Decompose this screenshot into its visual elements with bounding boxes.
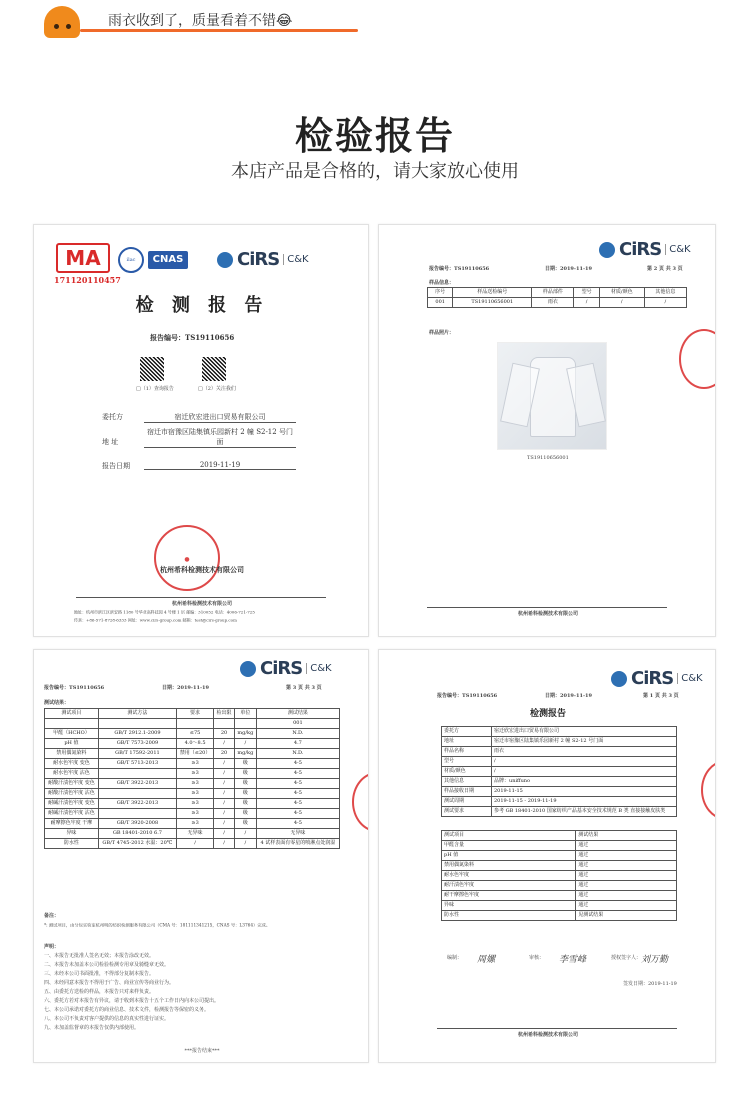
table-cell: / — [599, 298, 644, 308]
info-value: 2019-11-15 - 2019-11-19 — [492, 797, 677, 807]
summary-title: 检测报告 — [529, 709, 566, 719]
table-cell: / — [574, 298, 599, 308]
table-row — [45, 769, 340, 779]
table-cell: ≥3 — [177, 809, 214, 819]
table-cell: 4-5 — [256, 779, 339, 789]
table-cell: 见测试结果 — [576, 911, 677, 921]
declaration-item: 二、本报告未加盖本公司检验检测专用章及骑缝章无效。 — [44, 962, 170, 968]
table-cell: 甲醛含量 — [442, 841, 576, 851]
table-cell: 雨衣 — [532, 298, 574, 308]
table-cell: GB/T 2912.1-2009 — [98, 729, 176, 739]
inspection-stamp: ● — [154, 525, 220, 591]
table-row — [45, 729, 340, 739]
summary-results-table — [441, 830, 677, 921]
table-cell: 通过 — [576, 861, 677, 871]
report-no: 报告编号：TS19110656 — [437, 693, 498, 699]
table-cell: 通过 — [576, 901, 677, 911]
table-header-cell: 其他信息 — [644, 288, 686, 298]
table-cell: 通过 — [576, 871, 677, 881]
table-cell: 级 — [234, 809, 256, 819]
table-cell: GB/T 3922-2013 — [98, 779, 176, 789]
table-row — [442, 861, 677, 871]
footer-org: 杭州希科检测技术有限公司 — [171, 601, 232, 607]
date-value: 2019-11-19 — [144, 461, 296, 470]
table-row — [442, 891, 677, 901]
client-label: 委托方 — [102, 413, 123, 421]
table-cell: 4 试样表面有零星的喷淋点处润湿 — [256, 839, 339, 849]
report-no: 报告编号：TS19110656 — [429, 266, 490, 272]
cover-title: 检 测 报 告 — [135, 295, 269, 316]
info-label: 样品名称 — [442, 747, 492, 757]
table-row — [442, 881, 677, 891]
info-row — [442, 807, 677, 817]
declaration-item: 五、由委托方送检的样品，本报告只对来样负责。 — [44, 989, 155, 995]
footer-divider — [76, 597, 326, 598]
declaration-item: 四、未经同意本报告不得用于广告、商业宣传等商业行为。 — [44, 980, 175, 986]
cover-org: 杭州希科检测技术有限公司 — [160, 565, 244, 574]
table-cell: ≥3 — [177, 789, 214, 799]
sign-date: 签发日期：2019-11-19 — [623, 981, 677, 987]
report-end: ***报告结束*** — [184, 1048, 220, 1054]
footer-address: 地址：杭州市滨江区滨安路 1180 号华业高科技园 4 号楼 1 层 邮编：310052 电话：4006-721-725 — [74, 610, 255, 616]
cirs-logo: CiRS C&K — [217, 249, 309, 270]
sample-info-label: 样品信息： — [429, 280, 455, 286]
info-value: 2019-11-15 — [492, 787, 677, 797]
table-cell: 级 — [234, 779, 256, 789]
table-cell: / — [234, 839, 256, 849]
report-date: 日期：2019-11-19 — [545, 266, 592, 272]
info-row — [442, 757, 677, 767]
table-cell: 甲醛（HCHO） — [45, 729, 99, 739]
table-cell: 防水性 — [45, 839, 99, 849]
declaration-item: 三、未经本公司书面批准，不得部分复制本报告。 — [44, 971, 155, 977]
table-cell: 通过 — [576, 841, 677, 851]
info-label: 其他信息 — [442, 777, 492, 787]
photo-caption: TS19110656001 — [527, 455, 569, 461]
table-cell: / — [214, 819, 235, 829]
table-cell: GB/T 4745-2012 水温：20℃ — [98, 839, 176, 849]
table-cell: ≥3 — [177, 819, 214, 829]
table-row — [45, 819, 340, 829]
table-cell: 无异味 — [256, 829, 339, 839]
sample-table — [427, 287, 687, 308]
qr-label-follow: □（2）关注我们 — [198, 386, 236, 392]
table-cell: 耐水色牢度 — [442, 871, 576, 881]
table-cell: GB/T 3920-2008 — [98, 819, 176, 829]
info-row — [442, 727, 677, 737]
table-cell: 耐摩擦色牢度 干摩 — [45, 819, 99, 829]
page-number: 第 2 页 共 3 页 — [647, 266, 683, 272]
table-cell: 级 — [234, 819, 256, 829]
table-cell: 4.7 — [256, 739, 339, 749]
page-number: 第 1 页 共 3 页 — [643, 693, 679, 699]
table-cell: / — [214, 779, 235, 789]
table-cell: ≥3 — [177, 779, 214, 789]
qr-label-query: □（1）查询报告 — [136, 386, 174, 392]
table-header-cell: 型号 — [574, 288, 599, 298]
table-cell: / — [177, 839, 214, 849]
table-header-cell: 测试项目 — [45, 709, 99, 719]
table-cell: 通过 — [576, 881, 677, 891]
page-number: 第 3 页 共 3 页 — [286, 685, 322, 691]
table-cell: / — [644, 298, 686, 308]
report-page-3[interactable] — [33, 649, 369, 1063]
table-header-cell: 测试方法 — [98, 709, 176, 719]
table-cell: 20 — [214, 729, 235, 739]
table-row — [45, 809, 340, 819]
table-cell: 4-5 — [256, 769, 339, 779]
table-cell: mg/kg — [234, 729, 256, 739]
table-header-cell: 检出限 — [214, 709, 235, 719]
table-cell: GB/T 7573-2009 — [98, 739, 176, 749]
declaration-item: 七、本公司承诺对委托方的商业信息、技术文件，检测报告等保密的义务。 — [44, 1007, 210, 1013]
info-value: 宿迁欣宏进出口贸易有限公司 — [492, 727, 677, 737]
address-label: 地 址 — [102, 438, 119, 446]
table-row — [45, 829, 340, 839]
table-row — [45, 759, 340, 769]
table-cell: / — [214, 759, 235, 769]
table-row — [442, 871, 677, 881]
table-cell: 耐碱汗渍色牢度 变色 — [45, 799, 99, 809]
cirs-logo: CiRS C&K — [611, 668, 703, 689]
declaration-item: 八、本公司不负责对客户提供的信息的真实性进行证实。 — [44, 1016, 170, 1022]
info-value: 雨衣 — [492, 747, 677, 757]
info-row — [442, 767, 677, 777]
sample-photo — [497, 342, 607, 450]
table-row — [45, 789, 340, 799]
table-cell: N.D. — [256, 729, 339, 739]
table-row — [45, 839, 340, 849]
info-label: 地址 — [442, 737, 492, 747]
seam-stamp — [701, 760, 716, 820]
table-header-row — [45, 709, 340, 719]
report-no: TS19110656 — [185, 333, 235, 342]
table-cell: 20 — [214, 749, 235, 759]
info-row — [442, 797, 677, 807]
signature-name: 周嫘 — [477, 955, 496, 965]
info-label: 材质/颜色 — [442, 767, 492, 777]
address-value: 宿迁市宿豫区陆集镇乐园新村 2 幢 S2-12 号门面 — [144, 427, 296, 448]
ilac-logo: ilac — [118, 247, 144, 273]
footer-divider — [427, 607, 667, 608]
table-cell: / — [234, 739, 256, 749]
report-page-2[interactable] — [378, 224, 716, 637]
footer-org: 杭州希科检测技术有限公司 — [517, 1032, 578, 1038]
page-subtitle: 本店产品是合格的，请大家放心使用 — [231, 161, 519, 182]
info-row — [442, 787, 677, 797]
review-bar — [0, 0, 750, 40]
seam-stamp — [352, 772, 369, 832]
table-cell: 级 — [234, 759, 256, 769]
info-table — [441, 726, 677, 817]
signature-name: 刘万勤 — [641, 955, 669, 965]
info-value: 宿迁市宿豫区陆集镇乐园新村 2 幢 S2-12 号门面 — [492, 737, 677, 747]
table-cell: 级 — [234, 799, 256, 809]
info-label: 测试周期 — [442, 797, 492, 807]
table-cell — [214, 719, 235, 729]
table-cell: 异味 — [442, 901, 576, 911]
declaration-item: 九、未加盖监督章的本报告仅供内部使用。 — [44, 1025, 140, 1031]
info-value: / — [492, 767, 677, 777]
table-cell: 无异味 — [177, 829, 214, 839]
table-header-row — [442, 831, 677, 841]
seam-stamp — [679, 329, 716, 389]
cirs-logo: CiRS C&K — [599, 239, 691, 260]
table-cell: 耐汗渍色牢度 — [442, 881, 576, 891]
table-row — [442, 841, 677, 851]
report-page-cover[interactable] — [33, 224, 369, 637]
table-cell: 4-5 — [256, 809, 339, 819]
table-cell: 4-5 — [256, 789, 339, 799]
table-cell: 4-5 — [256, 799, 339, 809]
table-cell — [98, 719, 176, 729]
table-cell: / — [214, 769, 235, 779]
info-label: 测试要求 — [442, 807, 492, 817]
report-date: 日期：2019-11-19 — [545, 693, 592, 699]
table-cell: ≥3 — [177, 759, 214, 769]
info-value: 品牌：uniffuno — [492, 777, 677, 787]
report-date: 日期：2019-11-19 — [162, 685, 209, 691]
table-header-cell: 样品送检编号 — [453, 288, 532, 298]
table-cell — [98, 789, 176, 799]
note-text: *: 测试项目，由分包实验室杭州明的纺织检测服务有限公司（CMA 号：181111341215，CNAS 号：L3764）完成。 — [44, 922, 271, 928]
declaration-item: 一、本报告无批准人签名无效；本报告涂改无效。 — [44, 953, 155, 959]
table-cell — [234, 719, 256, 729]
table-cell: 耐水色牢度 沾色 — [45, 769, 99, 779]
cirs-logo: CiRS C&K — [240, 658, 332, 679]
info-label: 样品接收日期 — [442, 787, 492, 797]
info-row — [442, 737, 677, 747]
table-cell: 级 — [234, 769, 256, 779]
sample-no-cell: 001 — [256, 719, 339, 729]
table-header-cell: 测试项目 — [442, 831, 576, 841]
footer-contact: 传真：+86-571-8728-6333 网址：www.cirs-group.com 邮箱：test@cirs-group.com — [74, 618, 237, 624]
table-cell: mg/kg — [234, 749, 256, 759]
table-cell — [45, 719, 99, 729]
review-caption: 雨衣收到了，质量看着不错😂 — [108, 13, 293, 29]
table-row — [45, 799, 340, 809]
table-cell — [177, 719, 214, 729]
table-header-cell: 测试结果 — [256, 709, 339, 719]
cma-code: 171120110457 — [54, 275, 121, 285]
table-cell — [98, 809, 176, 819]
signature-label: 编制： — [447, 955, 463, 961]
table-cell: / — [214, 789, 235, 799]
info-row — [442, 747, 677, 757]
declaration-item: 六、委托方若对本报告有异议，请于收到本报告十五个工作日内向本公司提出。 — [44, 998, 220, 1004]
table-cell: 耐酸汗渍色牢度 变色 — [45, 779, 99, 789]
table-header-cell: 样品部件 — [532, 288, 574, 298]
qr-code-query[interactable] — [140, 357, 164, 381]
table-cell: 级 — [234, 789, 256, 799]
report-page-1-summary[interactable] — [378, 649, 716, 1063]
table-cell: GB/T 5713-2013 — [98, 759, 176, 769]
signature-label: 授权签字人： — [611, 955, 642, 961]
qr-code-follow[interactable] — [202, 357, 226, 381]
table-cell: 禁用偶氮染料 — [45, 749, 99, 759]
table-cell: TS19110656001 — [453, 298, 532, 308]
table-row — [442, 911, 677, 921]
table-cell: 4.0～8.5 — [177, 739, 214, 749]
table-header-cell: 要求 — [177, 709, 214, 719]
table-cell: / — [214, 839, 235, 849]
info-value: 参考 GB 18401-2010 国家纺织产品基本安全技术规范 B 类 直接接触皮肤类 — [492, 807, 677, 817]
table-cell: pH 值 — [442, 851, 576, 861]
table-cell: ≥3 — [177, 799, 214, 809]
table-cell: 禁用偶氮染料 — [442, 861, 576, 871]
photo-label: 样品照片： — [429, 330, 455, 336]
table-row — [45, 779, 340, 789]
table-cell: GB/T 3922-2013 — [98, 799, 176, 809]
table-row — [45, 749, 340, 759]
caption-underline — [80, 29, 358, 32]
table-cell: 通过 — [576, 891, 677, 901]
table-cell: / — [214, 829, 235, 839]
table-cell: 4-5 — [256, 819, 339, 829]
results-label: 测试结果： — [44, 700, 70, 706]
info-label: 委托方 — [442, 727, 492, 737]
table-cell: / — [234, 829, 256, 839]
declaration-list — [44, 952, 219, 1033]
table-cell: 耐干摩擦色牢度 — [442, 891, 576, 901]
client-value: 宿迁欣宏进出口贸易有限公司 — [144, 412, 296, 423]
table-cell: GB 18401-2010 6.7 — [98, 829, 176, 839]
table-cell — [98, 769, 176, 779]
table-cell: ≤75 — [177, 729, 214, 739]
info-label: 型号 — [442, 757, 492, 767]
table-cell: 耐碱汗渍色牢度 沾色 — [45, 809, 99, 819]
report-no: 报告编号：TS19110656 — [44, 685, 105, 691]
table-cell: 001 — [428, 298, 453, 308]
table-cell: 防水性 — [442, 911, 576, 921]
note-label: 备注： — [44, 913, 60, 919]
table-cell: 异味 — [45, 829, 99, 839]
report-no-label: 报告编号： — [150, 333, 185, 342]
date-label: 报告日期 — [102, 462, 130, 470]
table-header-cell: 序号 — [428, 288, 453, 298]
table-header-cell: 单位 — [234, 709, 256, 719]
table-cell: / — [214, 799, 235, 809]
table-cell: / — [214, 809, 235, 819]
table-cell: 耐酸汗渍色牢度 沾色 — [45, 789, 99, 799]
table-row — [442, 851, 677, 861]
signature-name: 李雪峰 — [559, 955, 587, 965]
table-header-cell: 材质/颜色 — [599, 288, 644, 298]
info-value: / — [492, 757, 677, 767]
table-cell: 禁用（≤20） — [177, 749, 214, 759]
table-row — [442, 901, 677, 911]
page-title: 检验报告 — [294, 114, 455, 158]
table-cell: N.D. — [256, 749, 339, 759]
info-row — [442, 777, 677, 787]
table-row — [45, 739, 340, 749]
table-cell: pH 值 — [45, 739, 99, 749]
table-cell: ≥3 — [177, 769, 214, 779]
signature-label: 审核： — [529, 955, 545, 961]
cnas-logo: CNAS — [148, 251, 188, 269]
footer-org: 杭州希科检测技术有限公司 — [517, 611, 578, 617]
table-header-cell: 测试结果 — [576, 831, 677, 841]
footer-divider — [437, 1028, 677, 1029]
avatar — [44, 6, 80, 38]
table-cell: GB/T 17592-2011 — [98, 749, 176, 759]
sample-no-row — [45, 719, 340, 729]
cma-logo: MA — [56, 243, 110, 273]
table-cell: 耐水色牢度 变色 — [45, 759, 99, 769]
table-cell: 通过 — [576, 851, 677, 861]
table-cell: / — [214, 739, 235, 749]
declaration-label: 声明： — [44, 944, 60, 950]
results-table — [44, 708, 340, 849]
table-cell: 4-5 — [256, 759, 339, 769]
